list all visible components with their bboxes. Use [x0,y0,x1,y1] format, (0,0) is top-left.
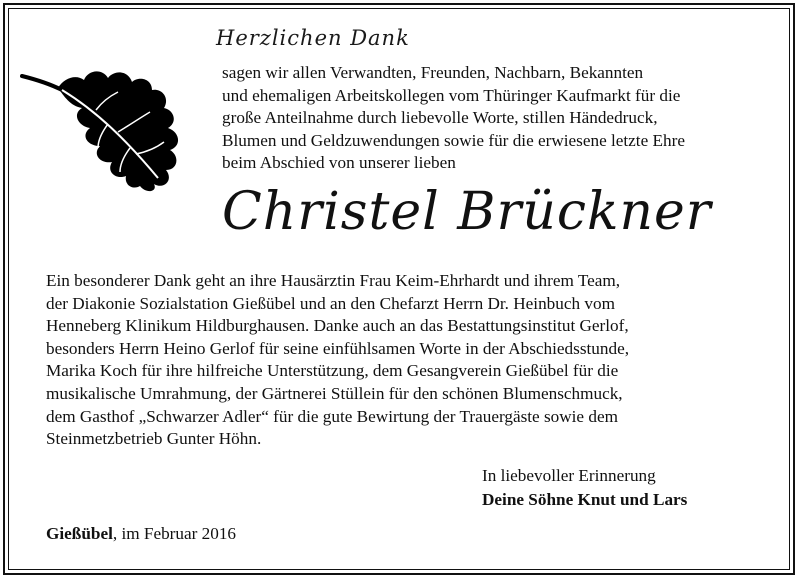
deceased-name: Christel Brückner [222,182,712,242]
body-line: der Diakonie Sozialstation Gießübel und an den Chefarzt Herrn Dr. Heinbuch vom [46,293,615,313]
intro-line: Blumen und Geldzuwendungen sowie für die erwiesene letzte Ehre [222,130,685,150]
intro-paragraph [222,62,754,175]
body-line: Henneberg Klinikum Hildburghausen. Danke auch an das Bestattungsinstitut Gerlof, [46,316,629,336]
intro-line: sagen wir allen Verwandten, Freunden, Nachbarn, Bekannten [222,63,644,82]
remembrance-text: In liebevoller Erinnerung [482,466,656,485]
intro-line: beim Abschied von unserer lieben [222,153,456,173]
body-line: musikalische Umrahmung, der Gärtnerei Stüllein für den schönen Blumenschmuck, [46,383,623,403]
date: , im Februar 2016 [112,524,237,543]
body-line: Steinmetzbetrieb Gunter Höhn. [46,429,262,449]
intro-line: große Anteilnahme durch liebevolle Worte, stillen Händedruck, [222,108,658,128]
thanks-paragraph [46,270,756,451]
intro-line: und ehemaligen Arbeitskollegen vom Thüringer Kaufmarkt für die [222,85,681,105]
place-date [46,524,236,544]
place: Gießübel [46,524,113,543]
body-line: besonders Herrn Heino Gerlof für seine einfühlsamen Worte in der Abschiedsstunde, [46,338,629,358]
closing-block [482,464,782,512]
thanks-heading: Herzlichen Dank [216,26,410,50]
body-line: Marika Koch für ihre hilfreiche Unterstützung, dem Gesangverein Gießübel für die [46,361,619,381]
body-line: dem Gasthof „Schwarzer Adler“ für die gute Bewirtung der Trauergäste sowie dem [46,406,618,426]
body-line: Ein besonderer Dank geht an ihre Hausärztin Frau Keim-Ehrhardt und ihrem Team, [46,271,621,290]
signers: Deine Söhne Knut und Lars [482,490,688,509]
oak-leaf-icon [18,62,214,192]
